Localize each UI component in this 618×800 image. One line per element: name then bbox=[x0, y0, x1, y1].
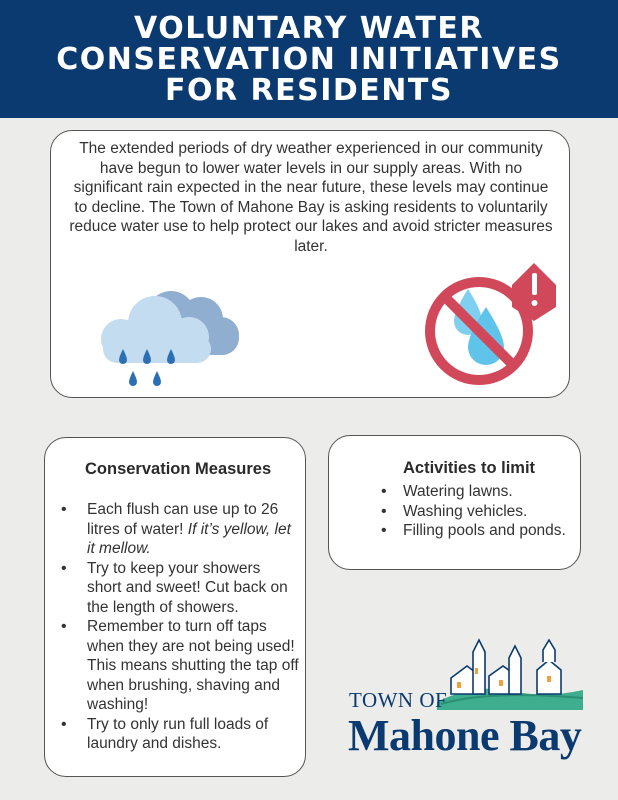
list-item-emphasis: If it’s yellow, let it mellow. bbox=[87, 520, 291, 557]
no-water-icon bbox=[406, 259, 556, 389]
activities-to-limit-list bbox=[379, 482, 569, 541]
logo-town-of: TOWN OF bbox=[349, 688, 448, 712]
title-line-3: FOR RESIDENTS bbox=[165, 72, 453, 108]
logo-mahone-bay: Mahone Bay bbox=[348, 711, 582, 760]
churches-skyline-icon bbox=[437, 632, 583, 710]
conservation-measures-card bbox=[44, 437, 306, 777]
list-item bbox=[59, 715, 299, 754]
conservation-measures-title: Conservation Measures bbox=[85, 460, 272, 478]
list-item: • Watering lawns. bbox=[379, 482, 569, 502]
list-item-text: Try to only run full loads of laundry and dishes. bbox=[87, 715, 269, 752]
activities-to-limit-title: Activities to limit bbox=[403, 459, 536, 477]
intro-card bbox=[50, 130, 570, 398]
list-item: • Filling pools and ponds. bbox=[379, 521, 569, 541]
page-title bbox=[56, 10, 562, 108]
warning-icon bbox=[512, 263, 556, 321]
town-logo bbox=[345, 632, 585, 762]
list-item bbox=[59, 559, 299, 618]
page-header bbox=[0, 0, 618, 118]
rain-cloud-icon bbox=[93, 279, 251, 391]
list-item: • Washing vehicles. bbox=[379, 502, 569, 522]
list-item bbox=[59, 500, 299, 559]
title-line-2: CONSERVATION INITIATIVES bbox=[56, 41, 562, 77]
conservation-measures-list bbox=[59, 500, 299, 754]
activities-to-limit-card bbox=[328, 435, 581, 570]
list-item-text: Each flush can use up to 26 litres of water! bbox=[87, 501, 279, 538]
intro-text: The extended periods of dry weather experienced in our community have begun to lower water levels in our supply areas. With no significant rain expected in the near future, these levels may continue to decline. The Town of Mahone Bay is asking residents to voluntarily reduce water use to help protect our lakes and avoid stricter measures later. bbox=[69, 140, 553, 255]
title-line-1: VOLUNTARY WATER bbox=[134, 10, 484, 46]
list-item bbox=[59, 617, 299, 715]
list-item-text: Remember to turn off taps when they are not being used! This means shutting the tap off when brushing, shaving and washing! bbox=[87, 618, 299, 713]
list-item-text: Try to keep your showers short and sweet! Cut back on the length of showers. bbox=[87, 559, 288, 616]
